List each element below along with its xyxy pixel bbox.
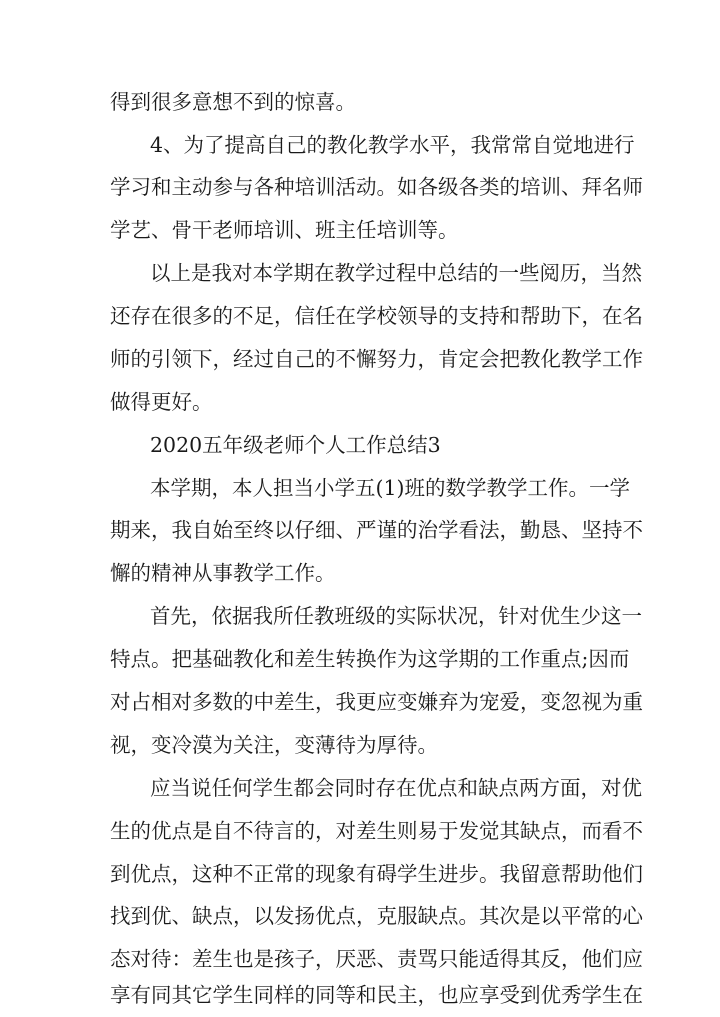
text-line: 享有同其它学生同样的同等和民主，也应享受到优秀学生在 xyxy=(110,983,643,1007)
paragraph-line: 首先，依据我所任教班级的实际状况，针对优生少这一 xyxy=(150,604,642,628)
text-line: 做得更好。 xyxy=(110,390,213,414)
paragraph-line: 本学期，本人担当小学五(1)班的数学教学工作。一学 xyxy=(150,476,631,500)
text-line: 生的优点是自不待言的，对差生则易于发觉其缺点，而看不 xyxy=(110,819,643,843)
text-line: 找到优、缺点，以发扬优点，克服缺点。其次是以平常的心 xyxy=(110,904,643,928)
paragraph-line: 4、为了提高自己的教化教学水平，我常常自觉地进行 xyxy=(150,133,635,157)
text-line: 对占相对多数的中差生，我更应变嫌弃为宠爱，变忽视为重 xyxy=(110,690,643,714)
text-line: 到优点，这种不正常的现象有碍学生进步。我留意帮助他们 xyxy=(110,862,643,886)
paragraph-line: 应当说任何学生都会同时存在优点和缺点两方面，对优 xyxy=(150,776,642,800)
text-line: 懈的精神从事教学工作。 xyxy=(110,561,336,585)
text-line: 还存在很多的不足，信任在学校领导的支持和帮助下，在名 xyxy=(110,304,643,328)
text-line: 期来，我自始至终以仔细、严谨的治学看法，勤恳、坚持不 xyxy=(110,518,643,542)
text-line: 师的引领下，经过自己的不懈努力，肯定会把教化教学工作 xyxy=(110,347,643,371)
paragraph-line: 以上是我对本学期在教学过程中总结的一些阅历，当然 xyxy=(150,261,642,285)
text-line: 视，变冷漠为关注，变薄待为厚待。 xyxy=(110,733,438,757)
text-line: 学习和主动参与各种培训活动。如各级各类的培训、拜名师 xyxy=(110,175,643,199)
text-line: 特点。把基础教化和差生转换作为这学期的工作重点;因而 xyxy=(110,647,630,671)
text-line: 学艺、骨干老师培训、班主任培训等。 xyxy=(110,218,459,242)
text-line: 得到很多意想不到的惊喜。 xyxy=(110,90,356,114)
text-line: 态对待：差生也是孩子，厌恶、责骂只能适得其反，他们应 xyxy=(110,947,643,971)
section-heading: 2020五年级老师个人工作总结3 xyxy=(150,433,441,457)
